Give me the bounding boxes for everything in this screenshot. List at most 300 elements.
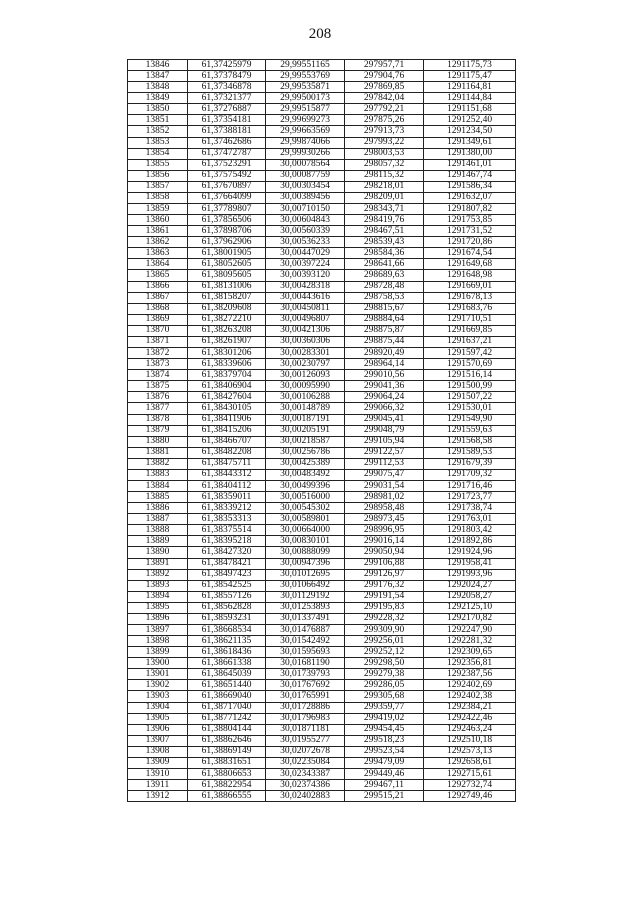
x-coordinate-cell: 299045,41 <box>345 414 424 425</box>
table-row <box>128 370 516 381</box>
latitude-cell: 61,38717040 <box>188 702 266 713</box>
x-coordinate-cell: 299279,38 <box>345 669 424 680</box>
y-coordinate-cell: 1291649,68 <box>424 259 516 270</box>
longitude-cell: 30,01012695 <box>266 569 345 580</box>
x-coordinate-cell: 299122,57 <box>345 447 424 458</box>
y-coordinate-cell: 1291738,74 <box>424 503 516 514</box>
x-coordinate-cell: 299298,50 <box>345 658 424 669</box>
latitude-cell: 61,38339606 <box>188 359 266 370</box>
longitude-cell: 30,00421306 <box>266 325 345 336</box>
x-coordinate-cell: 299228,32 <box>345 613 424 624</box>
latitude-cell: 61,37670897 <box>188 181 266 192</box>
latitude-cell: 61,38209608 <box>188 303 266 314</box>
table-row <box>128 447 516 458</box>
latitude-cell: 61,38404112 <box>188 480 266 491</box>
point-number-cell: 13900 <box>128 658 188 669</box>
y-coordinate-cell: 1291731,52 <box>424 226 516 237</box>
latitude-cell: 61,38427320 <box>188 547 266 558</box>
latitude-cell: 61,38339212 <box>188 503 266 514</box>
point-number-cell: 13857 <box>128 181 188 192</box>
table-row <box>128 780 516 791</box>
longitude-cell: 30,00536233 <box>266 237 345 248</box>
y-coordinate-cell: 1291958,41 <box>424 558 516 569</box>
longitude-cell: 30,00560339 <box>266 226 345 237</box>
y-coordinate-cell: 1292510,18 <box>424 735 516 746</box>
x-coordinate-cell: 299449,46 <box>345 769 424 780</box>
point-number-cell: 13887 <box>128 514 188 525</box>
y-coordinate-cell: 1291500,99 <box>424 381 516 392</box>
latitude-cell: 61,38379704 <box>188 370 266 381</box>
x-coordinate-cell: 299031,54 <box>345 480 424 491</box>
point-number-cell: 13854 <box>128 148 188 159</box>
x-coordinate-cell: 297842,04 <box>345 93 424 104</box>
latitude-cell: 61,37856506 <box>188 215 266 226</box>
point-number-cell: 13891 <box>128 558 188 569</box>
table-row <box>128 292 516 303</box>
latitude-cell: 61,38645039 <box>188 669 266 680</box>
y-coordinate-cell: 1291679,39 <box>424 458 516 469</box>
y-coordinate-cell: 1292715,61 <box>424 769 516 780</box>
y-coordinate-cell: 1291710,51 <box>424 314 516 325</box>
y-coordinate-cell: 1292058,27 <box>424 591 516 602</box>
y-coordinate-cell: 1291349,61 <box>424 137 516 148</box>
latitude-cell: 61,38593231 <box>188 613 266 624</box>
point-number-cell: 13866 <box>128 281 188 292</box>
point-number-cell: 13879 <box>128 425 188 436</box>
point-number-cell: 13901 <box>128 669 188 680</box>
latitude-cell: 61,38359011 <box>188 492 266 503</box>
longitude-cell: 30,00230797 <box>266 359 345 370</box>
longitude-cell: 30,01595693 <box>266 647 345 658</box>
latitude-cell: 61,37425979 <box>188 60 266 71</box>
latitude-cell: 61,38669040 <box>188 691 266 702</box>
x-coordinate-cell: 297957,71 <box>345 60 424 71</box>
latitude-cell: 61,38831651 <box>188 757 266 768</box>
point-number-cell: 13894 <box>128 591 188 602</box>
point-number-cell: 13871 <box>128 336 188 347</box>
x-coordinate-cell: 299195,83 <box>345 602 424 613</box>
table-row <box>128 215 516 226</box>
y-coordinate-cell: 1292422,46 <box>424 713 516 724</box>
point-number-cell: 13874 <box>128 370 188 381</box>
point-number-cell: 13910 <box>128 769 188 780</box>
longitude-cell: 29,99553769 <box>266 71 345 82</box>
longitude-cell: 29,99515877 <box>266 104 345 115</box>
table-row <box>128 192 516 203</box>
table-row <box>128 281 516 292</box>
y-coordinate-cell: 1292658,61 <box>424 757 516 768</box>
point-number-cell: 13897 <box>128 624 188 635</box>
table-row <box>128 691 516 702</box>
longitude-cell: 29,99551165 <box>266 60 345 71</box>
longitude-cell: 30,00087759 <box>266 170 345 181</box>
longitude-cell: 30,00545302 <box>266 503 345 514</box>
table-row <box>128 126 516 137</box>
latitude-cell: 61,38430105 <box>188 403 266 414</box>
latitude-cell: 61,37321377 <box>188 93 266 104</box>
y-coordinate-cell: 1291164,81 <box>424 82 516 93</box>
table-row <box>128 325 516 336</box>
y-coordinate-cell: 1291380,00 <box>424 148 516 159</box>
y-coordinate-cell: 1291516,14 <box>424 370 516 381</box>
y-coordinate-cell: 1291530,01 <box>424 403 516 414</box>
longitude-cell: 30,00126093 <box>266 370 345 381</box>
longitude-cell: 30,00888099 <box>266 547 345 558</box>
table-row <box>128 458 516 469</box>
table-row <box>128 480 516 491</box>
y-coordinate-cell: 1292356,81 <box>424 658 516 669</box>
longitude-cell: 30,01253893 <box>266 602 345 613</box>
y-coordinate-cell: 1291175,47 <box>424 71 516 82</box>
table-row <box>128 248 516 259</box>
point-number-cell: 13905 <box>128 713 188 724</box>
longitude-cell: 30,00496807 <box>266 314 345 325</box>
page-number: 208 <box>308 26 332 42</box>
longitude-cell: 30,01955277 <box>266 735 345 746</box>
x-coordinate-cell: 298728,48 <box>345 281 424 292</box>
longitude-cell: 30,00710150 <box>266 204 345 215</box>
latitude-cell: 61,37388181 <box>188 126 266 137</box>
x-coordinate-cell: 299515,21 <box>345 791 424 802</box>
point-number-cell: 13846 <box>128 60 188 71</box>
y-coordinate-cell: 1291807,82 <box>424 204 516 215</box>
x-coordinate-cell: 299016,14 <box>345 536 424 547</box>
x-coordinate-cell: 298958,48 <box>345 503 424 514</box>
table-row <box>128 425 516 436</box>
table-row <box>128 414 516 425</box>
y-coordinate-cell: 1292170,82 <box>424 613 516 624</box>
table-row <box>128 525 516 536</box>
table-row <box>128 647 516 658</box>
latitude-cell: 61,37354181 <box>188 115 266 126</box>
longitude-cell: 30,01129192 <box>266 591 345 602</box>
x-coordinate-cell: 298419,76 <box>345 215 424 226</box>
y-coordinate-cell: 1291568,58 <box>424 436 516 447</box>
longitude-cell: 30,00256786 <box>266 447 345 458</box>
y-coordinate-cell: 1291723,77 <box>424 492 516 503</box>
x-coordinate-cell: 298815,67 <box>345 303 424 314</box>
x-coordinate-cell: 299064,24 <box>345 392 424 403</box>
latitude-cell: 61,38443312 <box>188 469 266 480</box>
y-coordinate-cell: 1291175,73 <box>424 60 516 71</box>
point-number-cell: 13909 <box>128 757 188 768</box>
x-coordinate-cell: 299518,23 <box>345 735 424 746</box>
x-coordinate-cell: 298758,53 <box>345 292 424 303</box>
point-number-cell: 13867 <box>128 292 188 303</box>
y-coordinate-cell: 1291461,01 <box>424 159 516 170</box>
x-coordinate-cell: 298689,63 <box>345 270 424 281</box>
longitude-cell: 30,01681190 <box>266 658 345 669</box>
y-coordinate-cell: 1291716,46 <box>424 480 516 491</box>
point-number-cell: 13882 <box>128 458 188 469</box>
y-coordinate-cell: 1291674,54 <box>424 248 516 259</box>
point-number-cell: 13875 <box>128 381 188 392</box>
y-coordinate-cell: 1291892,86 <box>424 536 516 547</box>
latitude-cell: 61,38822954 <box>188 780 266 791</box>
point-number-cell: 13881 <box>128 447 188 458</box>
table-row <box>128 104 516 115</box>
y-coordinate-cell: 1292247,90 <box>424 624 516 635</box>
y-coordinate-cell: 1292384,21 <box>424 702 516 713</box>
longitude-cell: 30,00589801 <box>266 514 345 525</box>
table-row <box>128 746 516 757</box>
x-coordinate-cell: 298875,44 <box>345 336 424 347</box>
x-coordinate-cell: 299309,90 <box>345 624 424 635</box>
y-coordinate-cell: 1291559,63 <box>424 425 516 436</box>
point-number-cell: 13888 <box>128 525 188 536</box>
latitude-cell: 61,38301206 <box>188 348 266 359</box>
table-row <box>128 791 516 802</box>
x-coordinate-cell: 297913,73 <box>345 126 424 137</box>
latitude-cell: 61,38272210 <box>188 314 266 325</box>
latitude-cell: 61,38427604 <box>188 392 266 403</box>
point-number-cell: 13859 <box>128 204 188 215</box>
longitude-cell: 30,00664000 <box>266 525 345 536</box>
point-number-cell: 13893 <box>128 580 188 591</box>
longitude-cell: 30,01767692 <box>266 680 345 691</box>
longitude-cell: 30,00450811 <box>266 303 345 314</box>
x-coordinate-cell: 297792,21 <box>345 104 424 115</box>
x-coordinate-cell: 299106,88 <box>345 558 424 569</box>
latitude-cell: 61,38542525 <box>188 580 266 591</box>
point-number-cell: 13885 <box>128 492 188 503</box>
y-coordinate-cell: 1291669,85 <box>424 325 516 336</box>
table-row <box>128 624 516 635</box>
longitude-cell: 30,00393120 <box>266 270 345 281</box>
longitude-cell: 30,01728886 <box>266 702 345 713</box>
point-number-cell: 13912 <box>128 791 188 802</box>
longitude-cell: 30,00078564 <box>266 159 345 170</box>
x-coordinate-cell: 298981,02 <box>345 492 424 503</box>
latitude-cell: 61,38562828 <box>188 602 266 613</box>
y-coordinate-cell: 1291683,76 <box>424 303 516 314</box>
longitude-cell: 30,01796983 <box>266 713 345 724</box>
latitude-cell: 61,38482208 <box>188 447 266 458</box>
point-number-cell: 13889 <box>128 536 188 547</box>
x-coordinate-cell: 298343,71 <box>345 204 424 215</box>
longitude-cell: 30,00604843 <box>266 215 345 226</box>
table-row <box>128 436 516 447</box>
y-coordinate-cell: 1291252,40 <box>424 115 516 126</box>
latitude-cell: 61,37789807 <box>188 204 266 215</box>
x-coordinate-cell: 298115,32 <box>345 170 424 181</box>
latitude-cell: 61,38651440 <box>188 680 266 691</box>
x-coordinate-cell: 298003,53 <box>345 148 424 159</box>
latitude-cell: 61,38475711 <box>188 458 266 469</box>
longitude-cell: 30,00516000 <box>266 492 345 503</box>
y-coordinate-cell: 1292402,38 <box>424 691 516 702</box>
longitude-cell: 30,01871181 <box>266 724 345 735</box>
x-coordinate-cell: 298875,87 <box>345 325 424 336</box>
table-row <box>128 769 516 780</box>
x-coordinate-cell: 297869,85 <box>345 82 424 93</box>
table-row <box>128 93 516 104</box>
longitude-cell: 30,00483492 <box>266 469 345 480</box>
table-row <box>128 71 516 82</box>
x-coordinate-cell: 298641,66 <box>345 259 424 270</box>
latitude-cell: 61,37462686 <box>188 137 266 148</box>
table-row <box>128 503 516 514</box>
latitude-cell: 61,38415206 <box>188 425 266 436</box>
longitude-cell: 30,00106288 <box>266 392 345 403</box>
table-row <box>128 115 516 126</box>
longitude-cell: 29,99699273 <box>266 115 345 126</box>
point-number-cell: 13896 <box>128 613 188 624</box>
point-number-cell: 13862 <box>128 237 188 248</box>
longitude-cell: 30,00389456 <box>266 192 345 203</box>
latitude-cell: 61,38261907 <box>188 336 266 347</box>
x-coordinate-cell: 298539,43 <box>345 237 424 248</box>
table-row <box>128 204 516 215</box>
latitude-cell: 61,38395218 <box>188 536 266 547</box>
x-coordinate-cell: 299112,53 <box>345 458 424 469</box>
longitude-cell: 30,01739793 <box>266 669 345 680</box>
table-row <box>128 735 516 746</box>
y-coordinate-cell: 1291597,42 <box>424 348 516 359</box>
latitude-cell: 61,37898706 <box>188 226 266 237</box>
table-row <box>128 148 516 159</box>
point-number-cell: 13899 <box>128 647 188 658</box>
latitude-cell: 61,38497423 <box>188 569 266 580</box>
point-number-cell: 13895 <box>128 602 188 613</box>
latitude-cell: 61,38668534 <box>188 624 266 635</box>
x-coordinate-cell: 298964,14 <box>345 359 424 370</box>
y-coordinate-cell: 1292573,13 <box>424 746 516 757</box>
latitude-cell: 61,37962906 <box>188 237 266 248</box>
point-number-cell: 13898 <box>128 636 188 647</box>
longitude-cell: 29,99500173 <box>266 93 345 104</box>
x-coordinate-cell: 299041,36 <box>345 381 424 392</box>
y-coordinate-cell: 1292024,27 <box>424 580 516 591</box>
x-coordinate-cell: 298884,64 <box>345 314 424 325</box>
x-coordinate-cell: 299126,97 <box>345 569 424 580</box>
x-coordinate-cell: 299252,12 <box>345 647 424 658</box>
x-coordinate-cell: 299010,56 <box>345 370 424 381</box>
x-coordinate-cell: 298996,95 <box>345 525 424 536</box>
point-number-cell: 13856 <box>128 170 188 181</box>
y-coordinate-cell: 1291763,01 <box>424 514 516 525</box>
point-number-cell: 13884 <box>128 480 188 491</box>
y-coordinate-cell: 1291549,90 <box>424 414 516 425</box>
point-number-cell: 13877 <box>128 403 188 414</box>
latitude-cell: 61,38375514 <box>188 525 266 536</box>
longitude-cell: 30,00425389 <box>266 458 345 469</box>
longitude-cell: 29,99663569 <box>266 126 345 137</box>
longitude-cell: 30,00205191 <box>266 425 345 436</box>
x-coordinate-cell: 298218,01 <box>345 181 424 192</box>
coordinates-table-body <box>128 60 516 802</box>
x-coordinate-cell: 299454,45 <box>345 724 424 735</box>
longitude-cell: 30,02402883 <box>266 791 345 802</box>
y-coordinate-cell: 1291632,07 <box>424 192 516 203</box>
table-row <box>128 237 516 248</box>
point-number-cell: 13851 <box>128 115 188 126</box>
point-number-cell: 13904 <box>128 702 188 713</box>
x-coordinate-cell: 299305,68 <box>345 691 424 702</box>
point-number-cell: 13876 <box>128 392 188 403</box>
y-coordinate-cell: 1291589,53 <box>424 447 516 458</box>
latitude-cell: 61,38466707 <box>188 436 266 447</box>
longitude-cell: 30,00303454 <box>266 181 345 192</box>
longitude-cell: 30,01476887 <box>266 624 345 635</box>
table-row <box>128 602 516 613</box>
longitude-cell: 30,02235084 <box>266 757 345 768</box>
x-coordinate-cell: 299105,94 <box>345 436 424 447</box>
point-number-cell: 13870 <box>128 325 188 336</box>
table-row <box>128 170 516 181</box>
y-coordinate-cell: 1292732,74 <box>424 780 516 791</box>
y-coordinate-cell: 1291467,74 <box>424 170 516 181</box>
table-row <box>128 336 516 347</box>
y-coordinate-cell: 1291507,22 <box>424 392 516 403</box>
x-coordinate-cell: 298920,49 <box>345 348 424 359</box>
x-coordinate-cell: 299523,54 <box>345 746 424 757</box>
table-row <box>128 724 516 735</box>
latitude-cell: 61,38353313 <box>188 514 266 525</box>
y-coordinate-cell: 1291151,68 <box>424 104 516 115</box>
longitude-cell: 29,99874066 <box>266 137 345 148</box>
longitude-cell: 30,00148789 <box>266 403 345 414</box>
latitude-cell: 61,38052605 <box>188 259 266 270</box>
point-number-cell: 13892 <box>128 569 188 580</box>
table-row <box>128 348 516 359</box>
latitude-cell: 61,37523291 <box>188 159 266 170</box>
table-row <box>128 82 516 93</box>
x-coordinate-cell: 299286,05 <box>345 680 424 691</box>
latitude-cell: 61,37346878 <box>188 82 266 93</box>
table-row <box>128 669 516 680</box>
point-number-cell: 13849 <box>128 93 188 104</box>
y-coordinate-cell: 1292309,65 <box>424 647 516 658</box>
table-row <box>128 492 516 503</box>
point-number-cell: 13869 <box>128 314 188 325</box>
longitude-cell: 30,00428318 <box>266 281 345 292</box>
longitude-cell: 30,00443616 <box>266 292 345 303</box>
point-number-cell: 13865 <box>128 270 188 281</box>
table-row <box>128 591 516 602</box>
longitude-cell: 30,01765991 <box>266 691 345 702</box>
x-coordinate-cell: 299479,09 <box>345 757 424 768</box>
longitude-cell: 30,00218587 <box>266 436 345 447</box>
x-coordinate-cell: 297875,26 <box>345 115 424 126</box>
y-coordinate-cell: 1292281,32 <box>424 636 516 647</box>
point-number-cell: 13883 <box>128 469 188 480</box>
point-number-cell: 13864 <box>128 259 188 270</box>
table-row <box>128 469 516 480</box>
coordinates-table <box>127 59 516 802</box>
point-number-cell: 13860 <box>128 215 188 226</box>
latitude-cell: 61,38804144 <box>188 724 266 735</box>
longitude-cell: 30,00397224 <box>266 259 345 270</box>
latitude-cell: 61,38406904 <box>188 381 266 392</box>
latitude-cell: 61,38095605 <box>188 270 266 281</box>
longitude-cell: 30,00360306 <box>266 336 345 347</box>
longitude-cell: 30,01066492 <box>266 580 345 591</box>
x-coordinate-cell: 298973,45 <box>345 514 424 525</box>
longitude-cell: 30,00187191 <box>266 414 345 425</box>
table-row <box>128 270 516 281</box>
y-coordinate-cell: 1291648,98 <box>424 270 516 281</box>
x-coordinate-cell: 299066,32 <box>345 403 424 414</box>
y-coordinate-cell: 1291144,84 <box>424 93 516 104</box>
table-row <box>128 613 516 624</box>
y-coordinate-cell: 1291234,50 <box>424 126 516 137</box>
latitude-cell: 61,37378479 <box>188 71 266 82</box>
y-coordinate-cell: 1292463,24 <box>424 724 516 735</box>
latitude-cell: 61,38478421 <box>188 558 266 569</box>
y-coordinate-cell: 1292387,56 <box>424 669 516 680</box>
y-coordinate-cell: 1291720,86 <box>424 237 516 248</box>
